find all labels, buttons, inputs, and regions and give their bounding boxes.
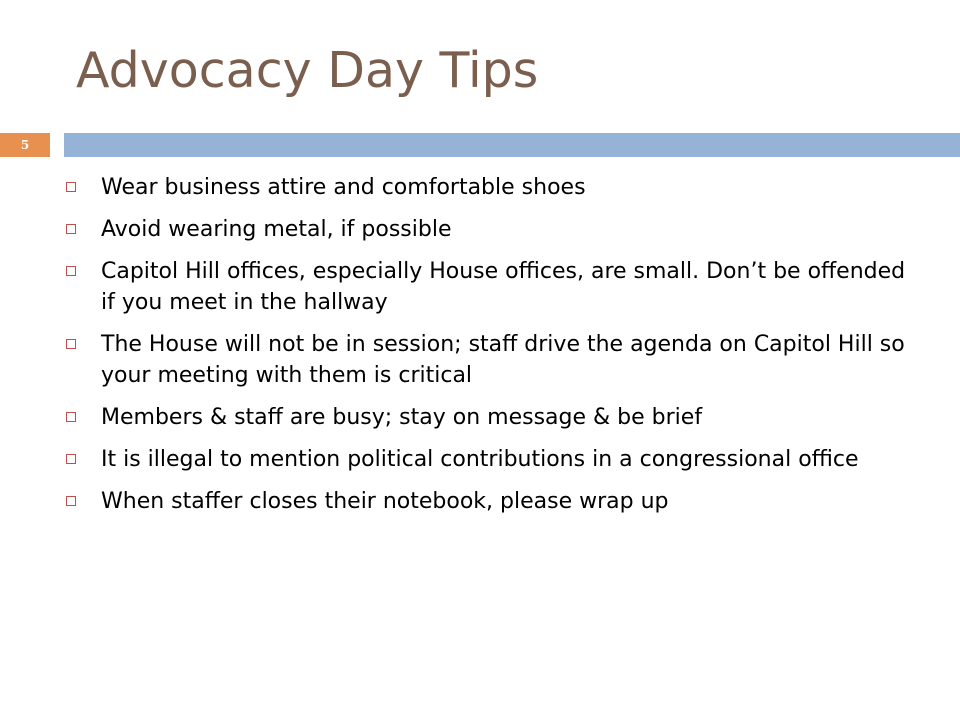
bullet-item bbox=[66, 486, 916, 517]
bullet-text: It is illegal to mention political contributions in a congressional office bbox=[101, 447, 859, 472]
header-accent-bar bbox=[64, 133, 960, 157]
hollow-square-bullet-icon bbox=[66, 496, 76, 506]
page-number-badge bbox=[0, 133, 50, 157]
bullet-item bbox=[66, 444, 916, 475]
bullet-item bbox=[66, 329, 916, 391]
hollow-square-bullet-icon bbox=[66, 266, 76, 276]
bullet-text: When staffer closes their notebook, please wrap up bbox=[101, 489, 669, 514]
bullet-text: Avoid wearing metal, if possible bbox=[101, 217, 452, 242]
slide-title: Advocacy Day Tips bbox=[76, 42, 539, 99]
bullet-list bbox=[66, 172, 916, 528]
hollow-square-bullet-icon bbox=[66, 339, 76, 349]
hollow-square-bullet-icon bbox=[66, 224, 76, 234]
bullet-item bbox=[66, 172, 916, 203]
page-number: 5 bbox=[20, 138, 30, 152]
bullet-item bbox=[66, 402, 916, 433]
bullet-text: Members & staff are busy; stay on message & be brief bbox=[101, 405, 703, 430]
bullet-item bbox=[66, 214, 916, 245]
hollow-square-bullet-icon bbox=[66, 454, 76, 464]
bullet-item bbox=[66, 256, 916, 318]
bullet-text: Capitol Hill offices, especially House offices, are small. Don’t be offended if you meet in the hallway bbox=[101, 259, 906, 315]
hollow-square-bullet-icon bbox=[66, 182, 76, 192]
bullet-text: Wear business attire and comfortable shoes bbox=[101, 175, 586, 200]
hollow-square-bullet-icon bbox=[66, 412, 76, 422]
bullet-text: The House will not be in session; staff drive the agenda on Capitol Hill so your meeting with them is critical bbox=[101, 332, 905, 388]
